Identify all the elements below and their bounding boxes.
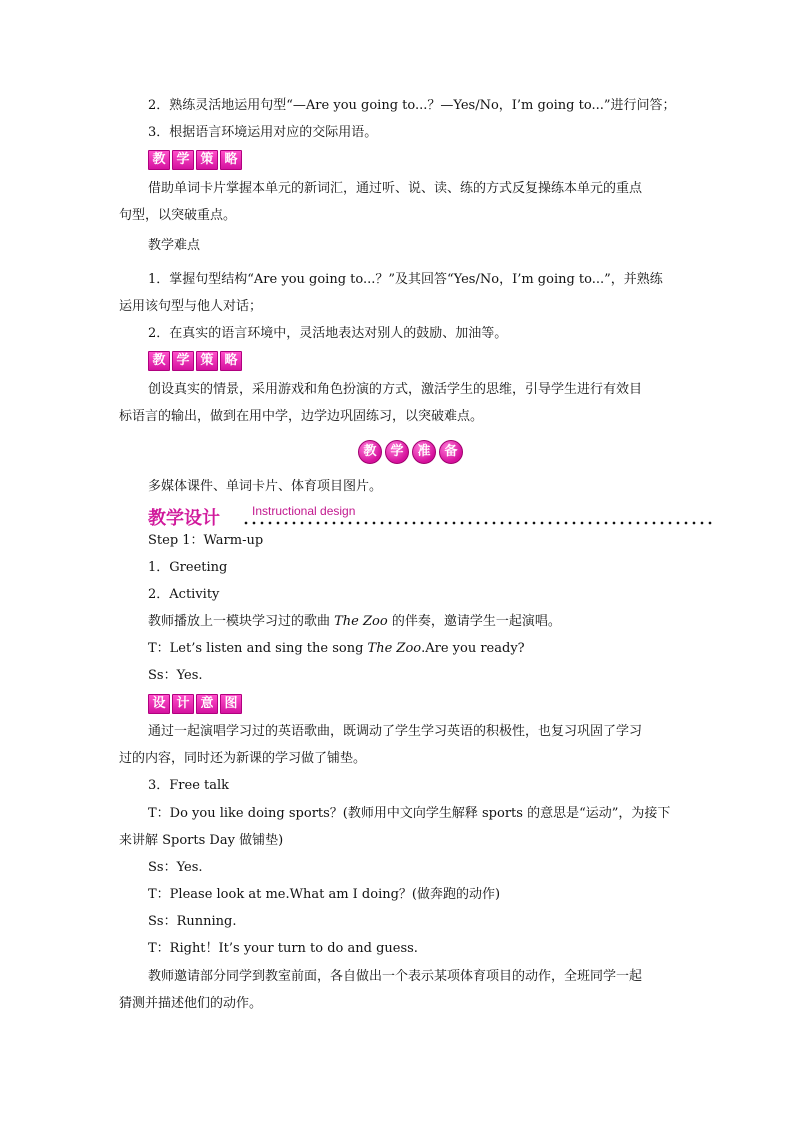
badge-char: 计 <box>172 694 194 714</box>
badge-char: 学 <box>172 351 194 371</box>
badge-char: 设 <box>148 694 170 714</box>
badge-char: 意 <box>196 694 218 714</box>
badge-char: 略 <box>220 150 242 170</box>
difficulty-heading: 教学难点 <box>148 238 201 253</box>
strategy-badge-2 <box>148 351 244 371</box>
strategy2-line2: 标语言的输出，做到在用中学，边学边巩固练习，以突破难点。 <box>119 409 484 424</box>
strategy-badge-1 <box>148 150 244 170</box>
prep-char: 准 <box>412 440 436 464</box>
song-title: The Zoo <box>367 641 422 656</box>
step-activity: 2．Activity <box>148 587 220 602</box>
badge-char: 策 <box>196 351 218 371</box>
objective-item-2: 2．熟练灵活地运用句型“—Are you going to...？—Yes/No，I’m going to...”进行问答； <box>148 98 676 113</box>
step-greeting: 1．Greeting <box>148 560 228 575</box>
prep-text: 多媒体课件、单词卡片、体育项目图片。 <box>148 479 383 494</box>
strategy2-line1: 创设真实的情景，采用游戏和角色扮演的方式，激活学生的思维，引导学生进行有效目 <box>148 382 643 397</box>
freetalk-desc-line2: 猜测并描述他们的动作。 <box>119 996 263 1011</box>
dotted-divider <box>242 520 712 526</box>
badge-char: 学 <box>172 150 194 170</box>
freetalk-ss2: Ss：Running. <box>148 914 237 929</box>
freetalk-t1-line2: 来讲解 Sports Day 做铺垫) <box>119 833 284 848</box>
freetalk-desc-line1: 教师邀请部分同学到教室前面，各自做出一个表示某项体育项目的动作，全班同学一起 <box>148 969 643 984</box>
prep-char: 学 <box>385 440 409 464</box>
step1-heading: Step 1：Warm-up <box>148 533 264 548</box>
freetalk-t1-line1: T：Do you like doing sports？(教师用中文向学生解释 sports 的意思是“运动”，为接下 <box>148 806 671 821</box>
prep-char: 教 <box>358 440 382 464</box>
text-run: 的伴奏，邀请学生一起演唱。 <box>387 614 561 629</box>
activity-description <box>148 608 678 635</box>
students-line-1: Ss：Yes. <box>148 668 203 683</box>
objective-item-3: 3．根据语言环境运用对应的交际用语。 <box>148 125 378 140</box>
difficulty-item2: 2．在真实的语言环境中，灵活地表达对别人的鼓励、加油等。 <box>148 326 508 341</box>
freetalk-ss1: Ss：Yes. <box>148 860 203 875</box>
song-title: The Zoo <box>334 614 388 629</box>
badge-char: 略 <box>220 351 242 371</box>
text-run: .Are you ready? <box>421 641 525 656</box>
strategy1-line1: 借助单词卡片掌握本单元的新词汇，通过听、说、读、练的方式反复操练本单元的重点 <box>148 181 643 196</box>
prep-char: 备 <box>439 440 463 464</box>
badge-char: 图 <box>220 694 242 714</box>
teacher-line-1 <box>148 635 678 662</box>
freetalk-t3: T：Right！It’s your turn to do and guess. <box>148 941 418 956</box>
text-run: T：Let’s listen and sing the song <box>148 641 368 656</box>
intent-line2: 过的内容，同时还为新课的学习做了铺垫。 <box>119 751 367 766</box>
design-intent-badge <box>148 694 244 714</box>
strategy1-line2: 句型，以突破重点。 <box>119 208 237 223</box>
teaching-prep-badge <box>358 440 463 464</box>
intent-line1: 通过一起演唱学习过的英语歌曲，既调动了学生学习英语的积极性，也复习巩固了学习 <box>148 724 643 739</box>
design-title: 教学设计 <box>148 508 220 529</box>
freetalk-t2: T：Please look at me.What am I doing？(做奔跑的动作) <box>148 887 501 902</box>
freetalk-heading: 3．Free talk <box>148 778 230 793</box>
difficulty-item1-line2: 运用该句型与他人对话； <box>119 299 263 314</box>
badge-char: 教 <box>148 351 170 371</box>
difficulty-item1-line1: 1．掌握句型结构“Are you going to...？”及其回答“Yes/No，I’m going to...”，并熟练 <box>148 272 663 287</box>
badge-char: 教 <box>148 150 170 170</box>
text-run: 教师播放上一模块学习过的歌曲 <box>148 614 335 629</box>
badge-char: 策 <box>196 150 218 170</box>
design-subtitle: Instructional design <box>252 504 356 518</box>
